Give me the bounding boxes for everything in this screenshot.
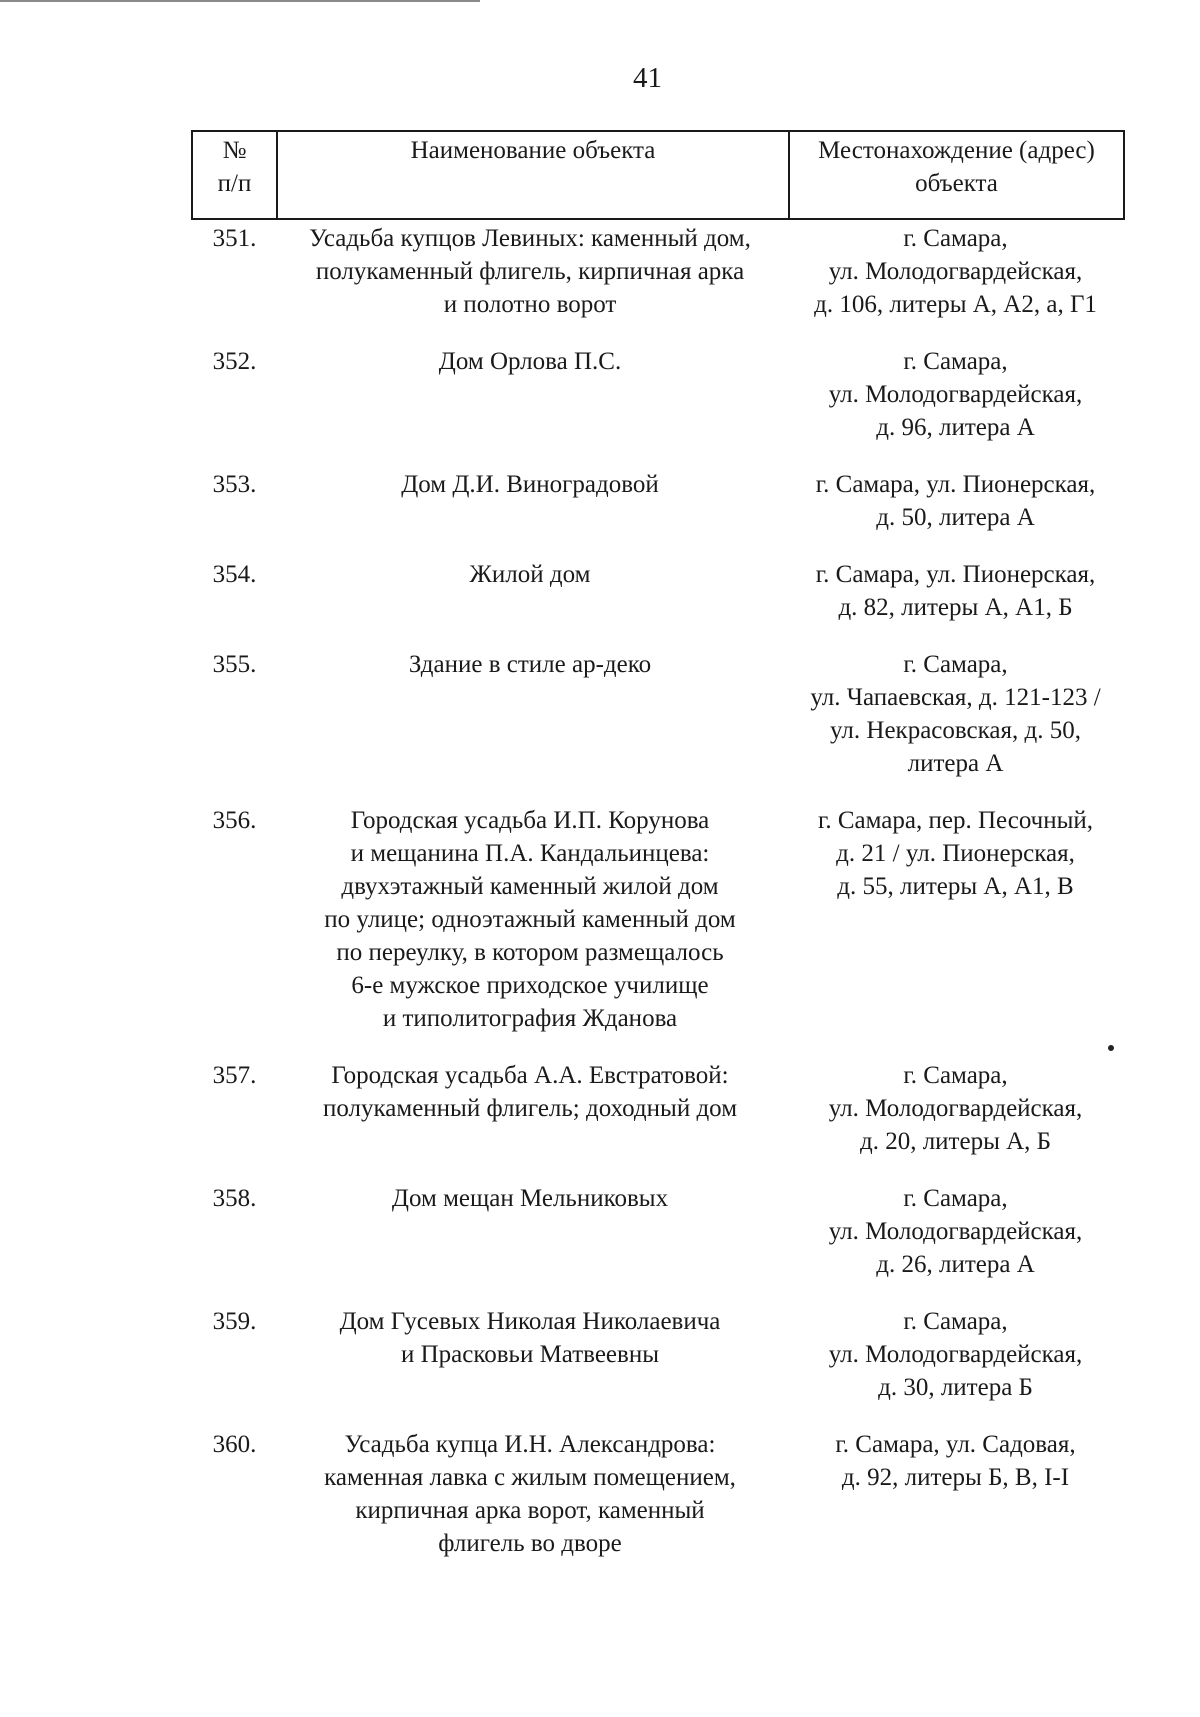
object-location: г. Самара, ул. Молодогвардейская, д. 106, литеры А, А2, а, Г1 bbox=[814, 225, 1097, 318]
table-row bbox=[191, 804, 1125, 1035]
row-number: 353. bbox=[212, 471, 257, 498]
row-number: 360. bbox=[212, 1431, 257, 1458]
scan-speck bbox=[1108, 1045, 1114, 1051]
object-location: г. Самара, ул. Пионерская, д. 50, литера А bbox=[815, 471, 1096, 531]
object-name: Здание в стиле ар-деко bbox=[408, 651, 652, 678]
table-row bbox=[191, 1059, 1125, 1158]
header-name bbox=[276, 132, 788, 218]
object-name: Дом Д.И. Виноградовой bbox=[401, 471, 659, 498]
table-body bbox=[191, 222, 1125, 1584]
table-row bbox=[191, 1305, 1125, 1404]
object-name: Жилой дом bbox=[469, 561, 591, 588]
table-row bbox=[191, 648, 1125, 780]
table-row bbox=[191, 558, 1125, 624]
row-number: 352. bbox=[212, 348, 257, 375]
table-row bbox=[191, 222, 1125, 321]
object-location: г. Самара, ул. Пионерская, д. 82, литеры А, А1, Б bbox=[815, 561, 1096, 621]
row-number: 357. bbox=[212, 1062, 257, 1089]
scan-edge-line bbox=[0, 0, 480, 2]
object-location: г. Самара, ул. Молодогвардейская, д. 96, литера А bbox=[828, 348, 1083, 441]
object-location: г. Самара, ул. Садовая, д. 92, литеры Б, В, I-I bbox=[835, 1431, 1076, 1491]
object-location: г. Самара, ул. Молодогвардейская, д. 30, литера Б bbox=[828, 1308, 1083, 1401]
object-name: Городская усадьба И.П. Корунова и мещанина П.А. Кандальинцева: двухэтажный каменный жилой дом по улице; одноэтажный каменный дом по переулку, в котором размещалось 6-е мужское приходское училище и типолитография Жданова bbox=[324, 807, 736, 1032]
table-header bbox=[191, 130, 1125, 220]
object-location: г. Самара, ул. Молодогвардейская, д. 20, литеры А, Б bbox=[828, 1062, 1083, 1155]
header-number-label: № п/п bbox=[217, 137, 252, 197]
object-name: Дом Орлова П.С. bbox=[438, 348, 622, 375]
row-number: 355. bbox=[212, 651, 257, 678]
table-row bbox=[191, 1182, 1125, 1281]
row-number: 358. bbox=[212, 1185, 257, 1212]
object-location: г. Самара, пер. Песочный, д. 21 / ул. Пионерская, д. 55, литеры А, А1, В bbox=[817, 807, 1094, 900]
row-number: 356. bbox=[212, 807, 257, 834]
row-number: 354. bbox=[212, 561, 257, 588]
object-name: Городская усадьба А.А. Евстратовой: полукаменный флигель; доходный дом bbox=[322, 1062, 738, 1122]
object-location: г. Самара, ул. Чапаевская, д. 121-123 / ул. Некрасовская, д. 50, литера А bbox=[810, 651, 1101, 777]
header-location bbox=[788, 132, 1123, 218]
object-name: Усадьба купца И.Н. Александрова: каменная лавка с жилым помещением, кирпичная арка ворот, каменный флигель во дворе bbox=[324, 1431, 736, 1557]
table-row bbox=[191, 468, 1125, 534]
header-location-label: Местонахождение (адрес) объекта bbox=[818, 137, 1095, 197]
object-name: Дом мещан Мельниковых bbox=[391, 1185, 669, 1212]
table-row bbox=[191, 345, 1125, 444]
table-row bbox=[191, 1428, 1125, 1560]
header-name-label: Наименование объекта bbox=[410, 137, 656, 164]
row-number: 359. bbox=[212, 1308, 257, 1335]
row-number: 351. bbox=[212, 225, 257, 252]
page-number: 41 bbox=[633, 62, 662, 94]
object-name: Дом Гусевых Николая Николаевича и Прасковьи Матвеевны bbox=[339, 1308, 721, 1368]
object-name: Усадьба купцов Левиных: каменный дом, полукаменный флигель, кирпичная арка и полотно ворот bbox=[309, 225, 751, 318]
object-location: г. Самара, ул. Молодогвардейская, д. 26, литера А bbox=[828, 1185, 1083, 1278]
header-number bbox=[193, 132, 276, 218]
